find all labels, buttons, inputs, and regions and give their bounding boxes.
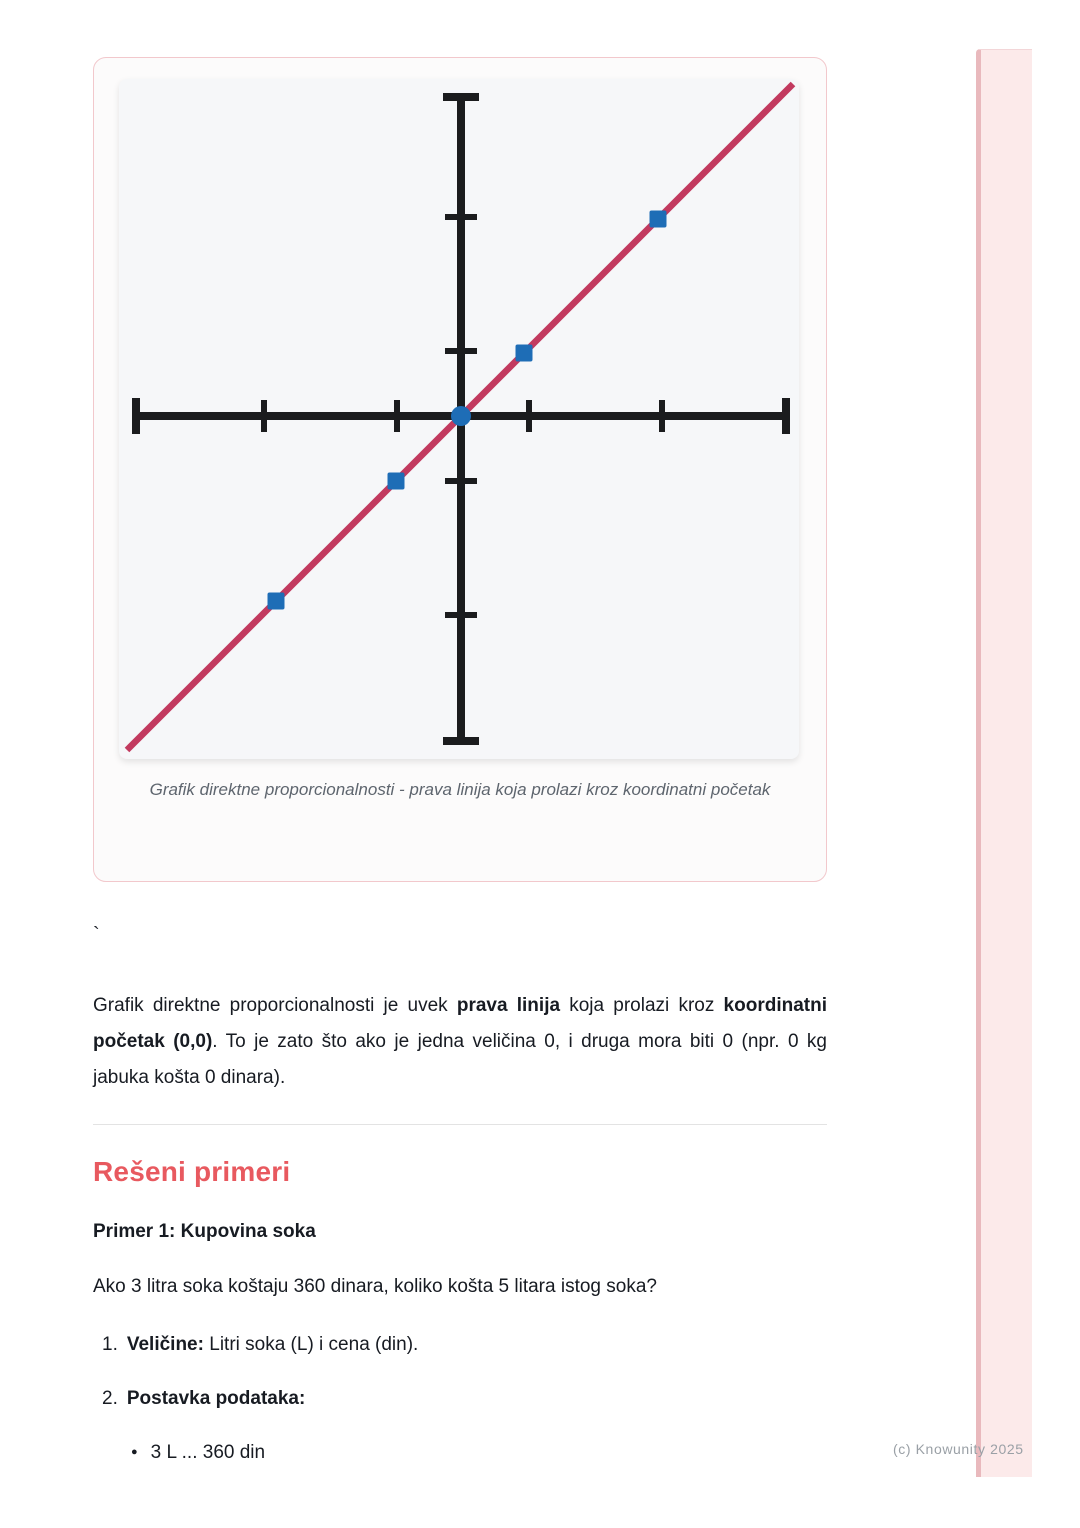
figure-caption [94, 776, 826, 803]
step-number: 1. [102, 1334, 118, 1355]
intro-segment: Grafik direktne proporcionalnosti je uvek [93, 995, 457, 1016]
example-title: Primer 1: Kupovina soka [93, 1221, 316, 1242]
data-point [516, 345, 533, 362]
side-panel-strip [976, 49, 1032, 1477]
bullet-dot-icon: ● [131, 1446, 138, 1458]
list-item-step-2 [102, 1388, 305, 1410]
data-point [388, 473, 405, 490]
graph-canvas [119, 79, 799, 759]
figure-caption-text: Grafik direktne proporcionalnosti - prava linija koja prolazi kroz koordinatni početak [149, 780, 771, 799]
section-divider [93, 1124, 827, 1125]
example-question: Ako 3 litra soka koštaju 360 dinara, koliko košta 5 litara istog soka? [93, 1276, 657, 1297]
bullet-list-item [131, 1442, 265, 1464]
step-label: Postavka podataka: [126, 1388, 306, 1409]
bullet-text: 3 L ... 360 din [150, 1442, 266, 1463]
data-point [650, 211, 667, 228]
intro-segment-bold: koordinatni početak (0,0) [93, 995, 827, 1052]
proportionality-graph [119, 79, 799, 759]
intro-paragraph [93, 988, 827, 1096]
intro-segment-bold: prava linija [456, 995, 561, 1016]
step-label: Veličine: [126, 1334, 204, 1355]
origin-point [451, 406, 471, 426]
figure-card [93, 57, 827, 882]
intro-segment: koja prolazi kroz [560, 995, 724, 1016]
stray-character: ` [93, 924, 100, 946]
intro-segment: . To je zato što ako je jedna veličina 0, i druga mora biti 0 (npr. 0 kg jabuka košta 0 dinara). [93, 1031, 827, 1088]
step-number: 2. [102, 1388, 118, 1409]
watermark: (c) Knowunity 2025 [893, 1441, 1024, 1457]
list-item-step-1 [102, 1334, 418, 1356]
step-text: Litri soka (L) i cena (din). [203, 1334, 419, 1355]
section-heading: Rešeni primeri [93, 1156, 291, 1187]
data-point [268, 593, 285, 610]
